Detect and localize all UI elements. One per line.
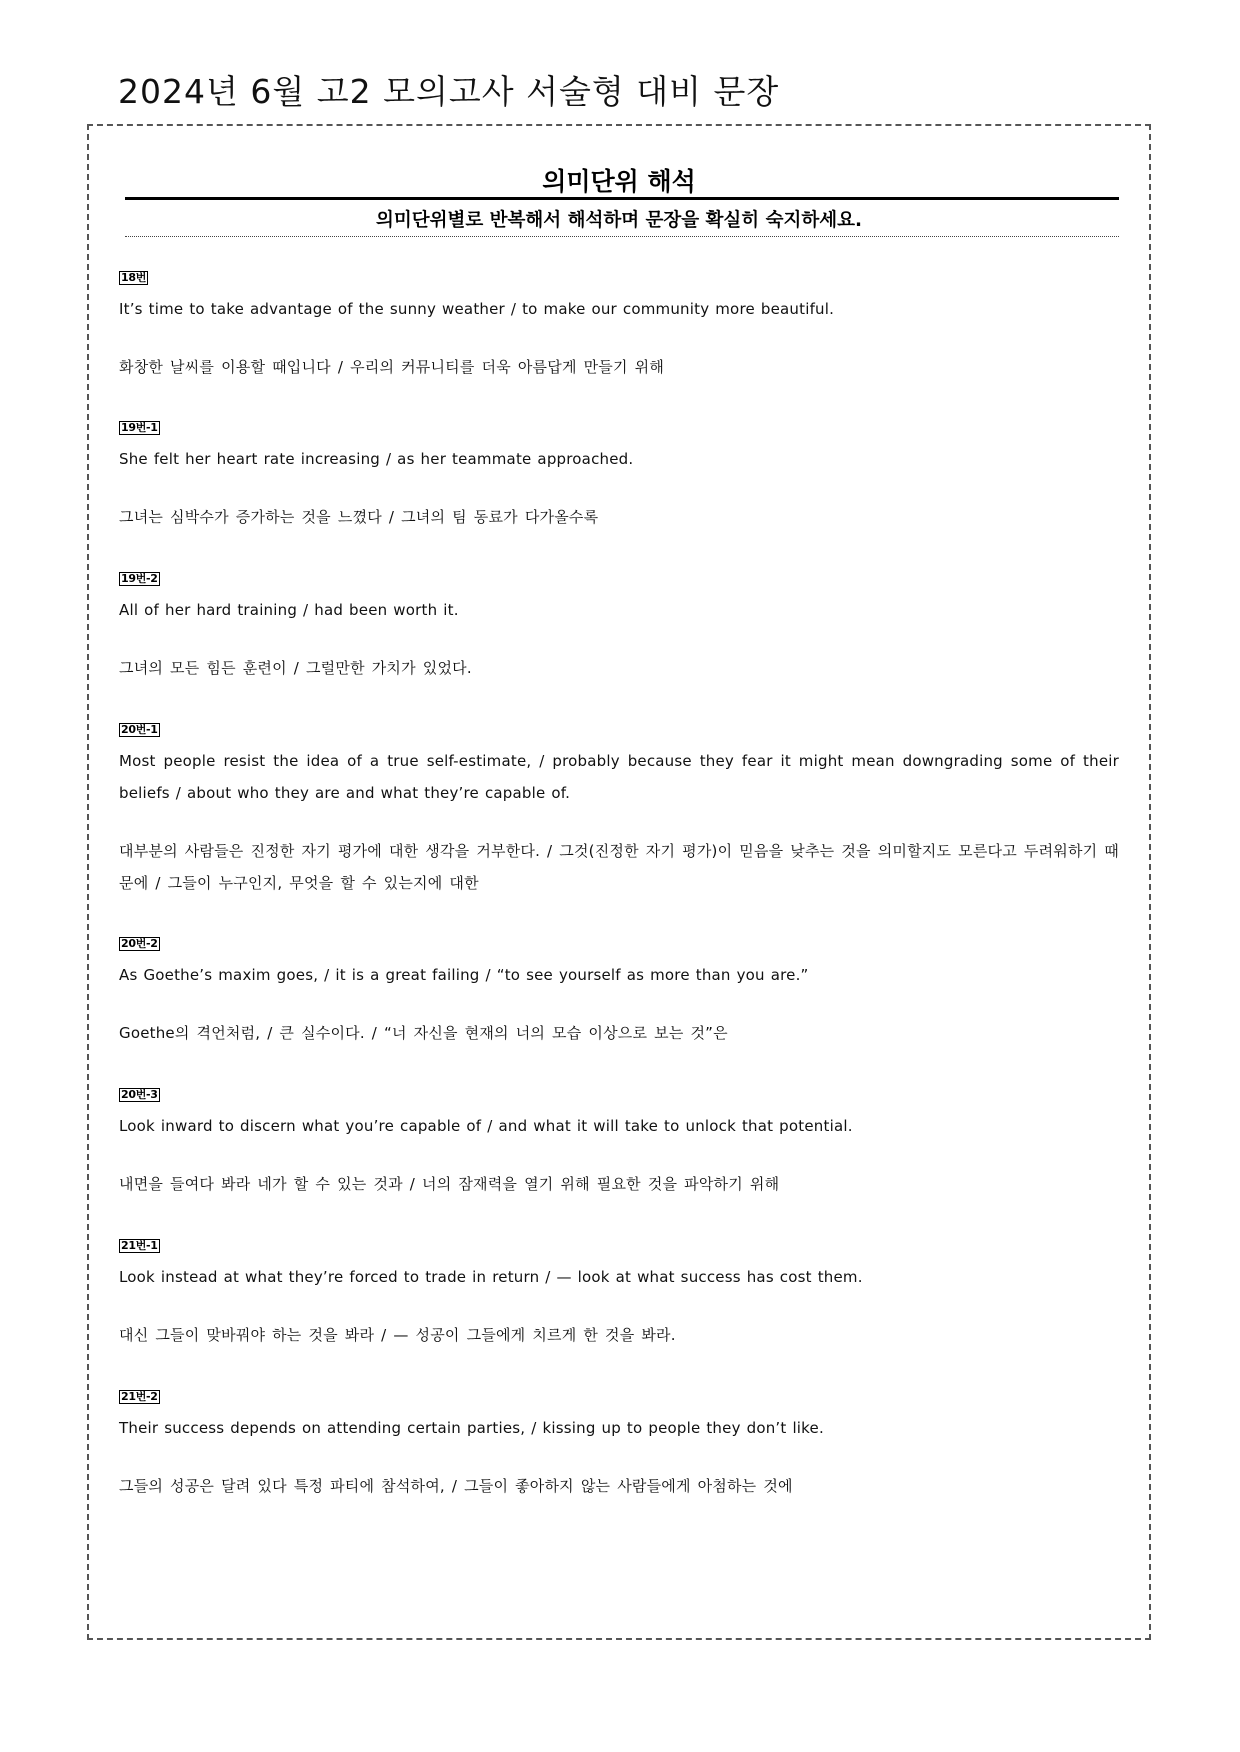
heading-divider	[125, 197, 1119, 200]
english-sentence: Their success depends on attending certain parties, / kissing up to people they don’t like.	[119, 1419, 824, 1437]
korean-translation: 그녀의 모든 힘든 훈련이 / 그럴만한 가치가 있었다.	[119, 659, 472, 677]
english-sentence: It’s time to take advantage of the sunny weather / to make our community more beautiful.	[119, 300, 835, 318]
instruction-text: 의미단위별로 반복해서 해석하며 문장을 확실히 숙지하세요.	[375, 210, 862, 231]
page-title: 2024년 6월 고2 모의고사 서술형 대비 문장	[118, 72, 780, 111]
english-sentence: All of her hard training / had been worth it.	[119, 601, 459, 619]
section-heading: 의미단위 해석	[542, 167, 696, 196]
question-number-badge: 21번-2	[121, 1390, 158, 1403]
korean-translation: 그들의 성공은 달려 있다 특정 파티에 참석하여, / 그들이 좋아하지 않는 사람들에게 아첨하는 것에	[119, 1477, 793, 1495]
entry-18	[119, 266, 1119, 383]
korean-translation: 대신 그들이 맞바꿔야 하는 것을 봐라 / — 성공이 그들에게 치르게 한 것을 봐라.	[119, 1326, 676, 1344]
korean-translation: 화창한 날씨를 이용할 때입니다 / 우리의 커뮤니티를 더욱 아름답게 만들기 위해	[119, 358, 665, 376]
content-frame	[87, 124, 1151, 1640]
english-sentence: Look inward to discern what you’re capable of / and what it will take to unlock that potential.	[119, 1117, 853, 1135]
korean-translation: 내면을 들여다 봐라 네가 할 수 있는 것과 / 너의 잠재력을 열기 위해 필요한 것을 파악하기 위해	[119, 1175, 780, 1193]
korean-translation: 그녀는 심박수가 증가하는 것을 느꼈다 / 그녀의 팀 동료가 다가올수록	[119, 508, 599, 526]
entry-21-2	[119, 1385, 1119, 1502]
korean-translation: Goethe의 격언처럼, / 큰 실수이다. / “너 자신을 현재의 너의 모습 이상으로 보는 것”은	[119, 1024, 728, 1042]
entry-20-3	[119, 1083, 1119, 1200]
question-number-badge: 20번-1	[121, 723, 158, 736]
english-sentence: She felt her heart rate increasing / as her teammate approached.	[119, 450, 634, 468]
question-number-badge: 20번-3	[121, 1088, 158, 1101]
question-number-badge: 19번-2	[121, 572, 158, 585]
dotted-divider	[125, 236, 1119, 237]
korean-translation: 대부분의 사람들은 진정한 자기 평가에 대한 생각을 거부한다. / 그것(진정한 자기 평가)이 믿음을 낮추는 것을 의미할지도 모른다고 두려워하기 때문에 / 그들이 누구인지, 무엇을 할 수 있는지에 대한	[119, 842, 1119, 892]
question-number-badge: 20번-2	[121, 937, 158, 950]
entry-20-2	[119, 932, 1119, 1049]
entry-20-1	[119, 718, 1119, 899]
english-sentence: Look instead at what they’re forced to trade in return / — look at what success has cost them.	[119, 1268, 863, 1286]
english-sentence: As Goethe’s maxim goes, / it is a great failing / “to see yourself as more than you are.”	[119, 966, 809, 984]
entry-21-1	[119, 1234, 1119, 1351]
question-number-badge: 19번-1	[121, 421, 158, 434]
entry-19-2	[119, 567, 1119, 684]
question-number-badge: 21번-1	[121, 1239, 158, 1252]
entry-19-1	[119, 416, 1119, 533]
english-sentence: Most people resist the idea of a true self-estimate, / probably because they fear it might mean downgrading some of their beliefs / about who they are and what they’re capable of.	[119, 752, 1119, 802]
question-number-badge: 18번	[121, 271, 147, 284]
